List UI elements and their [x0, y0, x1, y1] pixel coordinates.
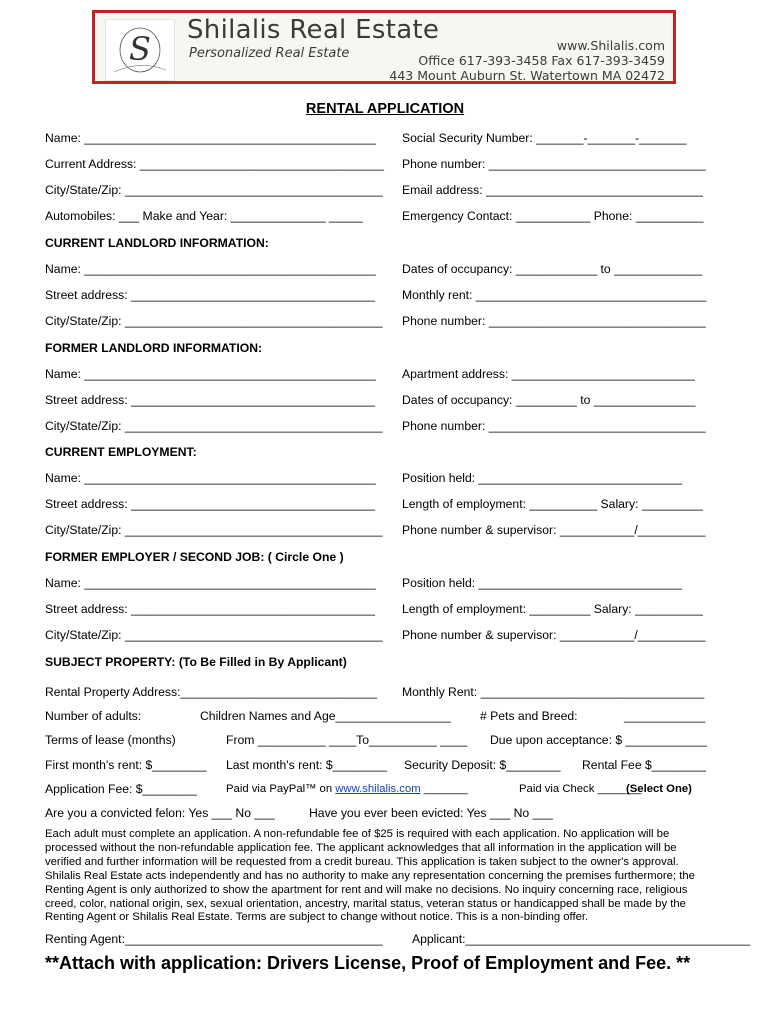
- subject-property-heading: SUBJECT PROPERTY: (To Be Filled in By Applicant): [45, 655, 347, 669]
- applicant-automobiles-field[interactable]: Automobiles: ___ Make and Year: ______________ _____: [45, 209, 363, 223]
- first-month-rent-field[interactable]: First month's rent: $________: [45, 758, 207, 772]
- applicant-email-field[interactable]: Email address: ________________________________: [402, 183, 703, 197]
- applicant-ssn-field[interactable]: Social Security Number: _______-_______-_______: [402, 131, 687, 145]
- children-names-field[interactable]: Children Names and Age_________________: [200, 709, 451, 723]
- former-landlord-street-field[interactable]: Street address: ____________________________________: [45, 393, 376, 407]
- applicant-current-address-field[interactable]: Current Address: ____________________________________: [45, 157, 384, 171]
- select-one-note: (Select One): [626, 783, 692, 795]
- former-employer-phone-field[interactable]: Phone number & supervisor: ___________/__________: [402, 628, 706, 642]
- company-phones: Office 617-393-3458 Fax 617-393-3459: [418, 53, 665, 68]
- lease-dates-field[interactable]: From __________ ____To__________ ____: [226, 733, 468, 747]
- current-employer-street-field[interactable]: Street address: ____________________________________: [45, 497, 376, 511]
- form-title: RENTAL APPLICATION: [305, 101, 465, 117]
- former-landlord-phone-field[interactable]: Phone number: ________________________________: [402, 419, 706, 433]
- current-landlord-street-field[interactable]: Street address: ____________________________________: [45, 288, 376, 302]
- current-landlord-name-field[interactable]: Name: ___________________________________________: [45, 262, 376, 276]
- former-landlord-heading: FORMER LANDLORD INFORMATION:: [45, 341, 263, 355]
- application-fee-field[interactable]: Application Fee: $________: [45, 782, 197, 796]
- applicant-phone-field[interactable]: Phone number: ________________________________: [402, 157, 706, 171]
- former-landlord-apartment-field[interactable]: Apartment address: ___________________________: [402, 367, 695, 381]
- current-landlord-city-field[interactable]: City/State/Zip: ______________________________________: [45, 314, 383, 328]
- eviction-question[interactable]: Have you ever been evicted: Yes ___ No ___: [309, 806, 553, 820]
- applicant-city-field[interactable]: City/State/Zip: ______________________________________: [45, 183, 383, 197]
- former-employer-city-field[interactable]: City/State/Zip: ______________________________________: [45, 628, 383, 642]
- company-logo: [105, 19, 175, 81]
- rental-fee-field[interactable]: Rental Fee $________: [582, 758, 707, 772]
- security-deposit-field[interactable]: Security Deposit: $________: [404, 758, 561, 772]
- former-employer-heading: FORMER EMPLOYER / SECOND JOB: ( Circle One ): [45, 550, 344, 564]
- former-employer-name-field[interactable]: Name: ___________________________________________: [45, 576, 376, 590]
- applicant-signature-field[interactable]: Applicant:__________________________________________: [412, 932, 751, 946]
- former-employment-length-field[interactable]: Length of employment: _________ Salary: __________: [402, 602, 703, 616]
- logo-letter: S: [129, 30, 151, 68]
- former-landlord-name-field[interactable]: Name: ___________________________________________: [45, 367, 376, 381]
- number-of-adults-field[interactable]: Number of adults:: [45, 709, 142, 723]
- shilalis-website-link[interactable]: www.shilalis.com: [335, 783, 421, 795]
- paypal-option[interactable]: [226, 783, 468, 795]
- terms-paragraph: Each adult must complete an application. A non-refundable fee of $25 is required with each application. No application will be processed without the non-refundable application fee. The applicant acknowledges that all information in the application will be verified and further information will be requested from a credit bureau. This application is taken subject to the owner's approval. Shilalis Real Estate acts independently and has no authority to make any representation concerning the premises furthermore; the Renting Agent is only authorized to show the apartment for rent and will make no decisions. No inquiry concerning race, religious creed, color, national origin, sex, sexual orientation, ancestry, marital status, veteran status or handicapped shall be made by the Renting Agent or Shilalis Real Estate. Terms are subject to change without notice. This is a non-binding offer.: [45, 828, 695, 924]
- paypal-line[interactable]: _______: [423, 783, 468, 795]
- company-address: 443 Mount Auburn St. Watertown MA 02472: [389, 68, 665, 83]
- last-month-rent-field[interactable]: Last month's rent: $________: [226, 758, 387, 772]
- lease-terms-field[interactable]: Terms of lease (months): [45, 733, 176, 747]
- letterhead-banner: [92, 10, 676, 84]
- renting-agent-signature-field[interactable]: Renting Agent:______________________________________: [45, 932, 383, 946]
- current-landlord-rent-field[interactable]: Monthly rent: __________________________________: [402, 288, 707, 302]
- former-landlord-city-field[interactable]: City/State/Zip: ______________________________________: [45, 419, 383, 433]
- company-website: www.Shilalis.com: [556, 38, 665, 53]
- current-employer-phone-field[interactable]: Phone number & supervisor: ___________/__________: [402, 523, 706, 537]
- check-option[interactable]: Paid via Check _______: [519, 783, 642, 795]
- current-employment-heading: CURRENT EMPLOYMENT:: [45, 445, 197, 459]
- current-landlord-occupancy-field[interactable]: Dates of occupancy: ____________ to _____________: [402, 262, 703, 276]
- applicant-name-field[interactable]: Name: ___________________________________________: [45, 131, 376, 145]
- former-landlord-occupancy-field[interactable]: Dates of occupancy: _________ to _______________: [402, 393, 696, 407]
- former-position-field[interactable]: Position held: ______________________________: [402, 576, 682, 590]
- pets-field[interactable]: ____________: [624, 709, 706, 723]
- current-landlord-phone-field[interactable]: Phone number: ________________________________: [402, 314, 706, 328]
- rental-property-address-field[interactable]: Rental Property Address:_____________________________: [45, 685, 378, 699]
- former-employer-street-field[interactable]: Street address: ____________________________________: [45, 602, 376, 616]
- applicant-emergency-contact-field[interactable]: Emergency Contact: ___________ Phone: __________: [402, 209, 704, 223]
- current-employer-city-field[interactable]: City/State/Zip: ______________________________________: [45, 523, 383, 537]
- monthly-rent-field[interactable]: Monthly Rent: _________________________________: [402, 685, 705, 699]
- current-position-field[interactable]: Position held: ______________________________: [402, 471, 682, 485]
- felon-question[interactable]: Are you a convicted felon: Yes ___ No ___: [45, 806, 275, 820]
- current-employment-length-field[interactable]: Length of employment: __________ Salary: _________: [402, 497, 703, 511]
- due-upon-acceptance-field[interactable]: Due upon acceptance: $ ____________: [490, 733, 707, 747]
- current-employer-name-field[interactable]: Name: ___________________________________________: [45, 471, 376, 485]
- paypal-label: Paid via PayPal™ on: [226, 783, 333, 795]
- current-landlord-heading: CURRENT LANDLORD INFORMATION:: [45, 236, 269, 250]
- company-tagline: Personalized Real Estate: [189, 46, 350, 61]
- pets-label: # Pets and Breed:: [480, 709, 578, 723]
- company-name: Shilalis Real Estate: [187, 15, 440, 45]
- attach-requirements-note: **Attach with application: Drivers License, Proof of Employment and Fee. **: [45, 953, 691, 973]
